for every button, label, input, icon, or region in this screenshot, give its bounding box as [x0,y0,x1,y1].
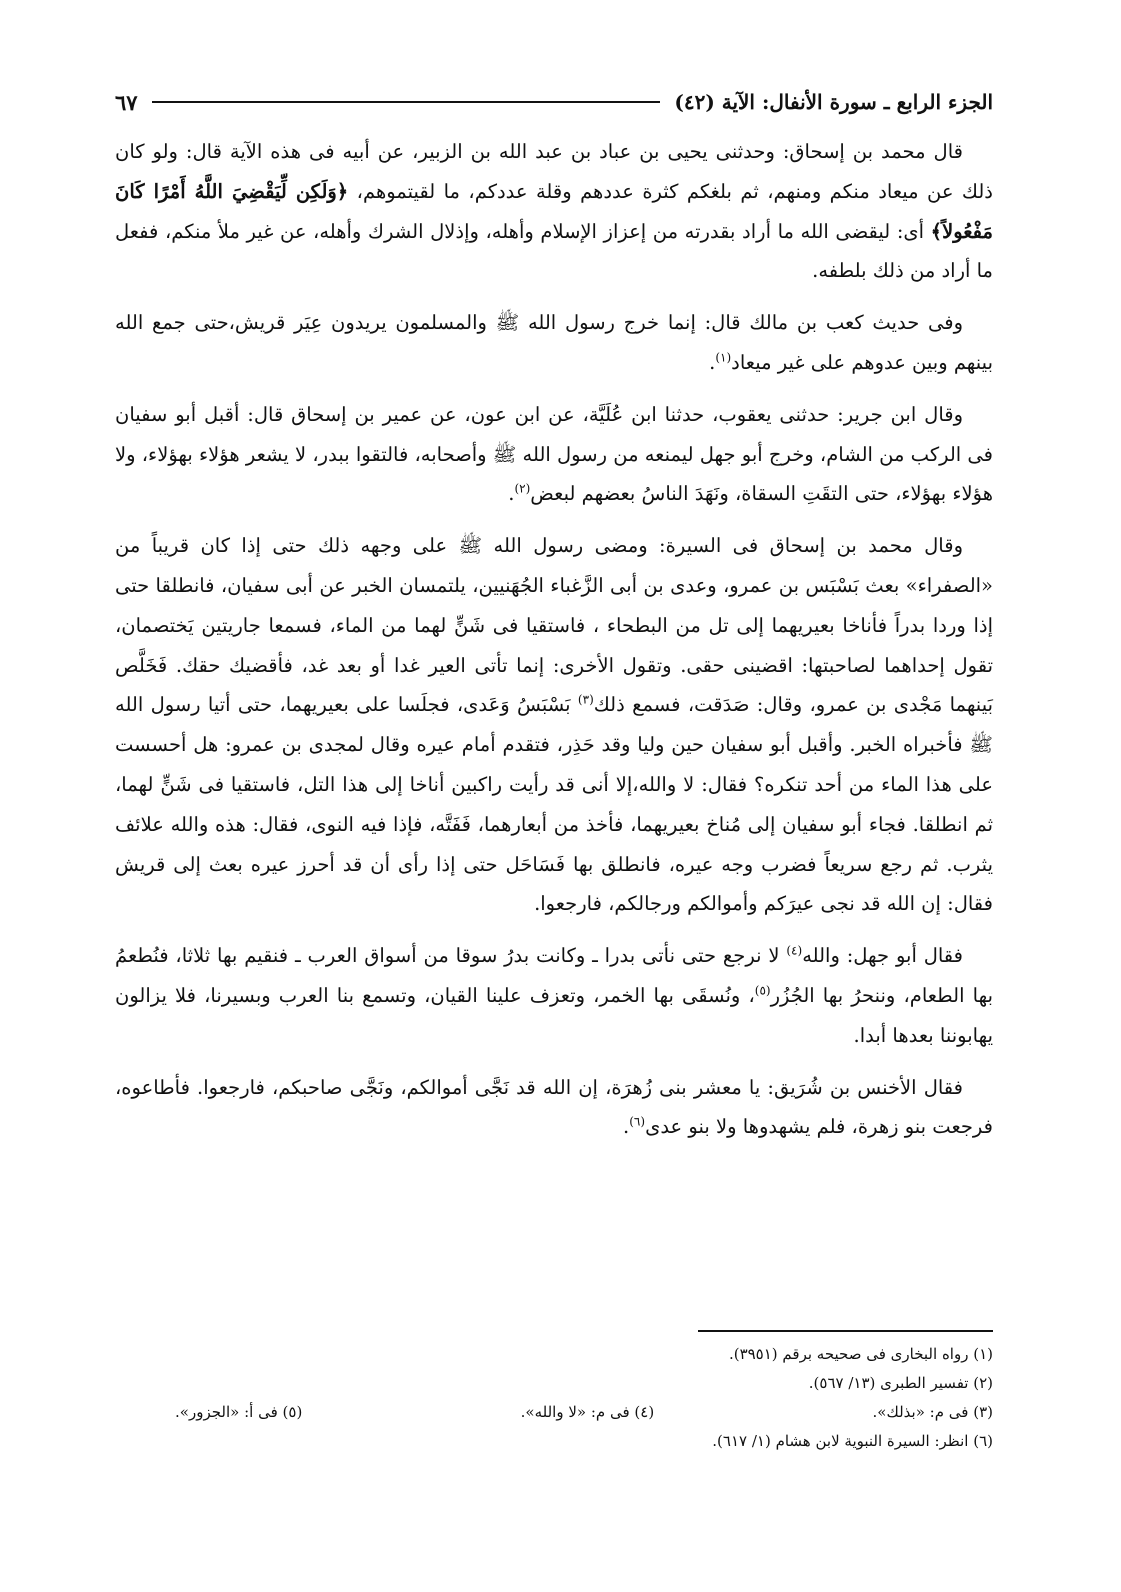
footnote-ref-5[interactable]: (٥) [754,983,771,998]
paragraph-2-end: . [709,350,716,374]
footnote-4-text: (٤) فى م: «لا والله». [520,1403,655,1421]
quran-verse: ﴿وَلَكِن لِّيَقْضِيَ اللَّهُ أَمْرًا كَانَ مَفْعُولاً﴾ [115,179,993,243]
footnote-separator [698,1330,993,1332]
paragraph-5-text-c: ، ونُسقَى بها الخمر، وتعزف علينا القيان، وتسمع بنا العرب وبسيرنا، فلا يزالون يهابوننا بعدها أبدا. [115,983,993,1047]
header-rule [152,101,661,103]
paragraph-6-end: . [623,1115,630,1139]
paragraph-2 [115,303,993,383]
paragraph-1 [115,132,993,291]
footnote-6 [115,1427,993,1456]
footnote-2-text: (٢) تفسير الطبرى (١٣/ ٥٦٧). [808,1374,993,1392]
header-title: الجزء الرابع ـ سورة الأنفال: الآية (٤٢) [674,90,993,114]
footnote-ref-1[interactable]: (١) [715,350,732,365]
footnote-ref-2[interactable]: (٢) [514,481,531,496]
footnote-3-text: (٣) فى م: «بذلك». [872,1403,993,1421]
paragraph-4-text-b: بَسْبَسُ وَعَدى، فجلَسا على بعيريهما، حتى أتيا رسول الله ﷺ فأخبراه الخبر. وأقبل أبو سفيان حين وليا وقد حَذِر، فتقدم أمام عيره وقال لمجدى بن عمرو: هل أحسست على هذا الماء من أحد تنكره؟ فقال: لا والله،إلا أنى قد رأيت راكبين أناخا إلى هذا التل، فاستقيا فى شَنٍّ لهما، ثم انطلقا. فجاء أبو سفيان إلى مُناخ بعيريهما، فأخذ من أبعارهما، فَفَتَّه، فإذا فيه النوى، فقال: هذه والله علائف يثرب. ثم رجع سريعاً فضرب وجه عيره، فانطلق بها فَسَاحَل حتى إذا رأى أن قد أحرز عيره بعث إلى قريش فقال: إن الله قد نجى عيرَكم وأموالكم ورجالكم، فارجعوا. [115,693,993,916]
paragraph-5 [115,936,993,1055]
paragraph-1-text-b: أى: ليقضى الله ما أراد بقدرته من إعزاز الإسلام وأهله، وإذلال الشرك وأهله، عن غير ملأ منكم، ففعل ما أراد من ذلك بلطفه. [115,219,993,283]
footnote-ref-4[interactable]: (٤) [786,943,803,958]
footnote-1 [115,1340,993,1369]
footnote-6-text: (٦) انظر: السيرة النبوية لابن هشام (١/ ٦١٧). [712,1432,993,1450]
paragraph-6-text: فقال الأخنس بن شُرَيق: يا معشر بنى زُهرَة، إن الله قد نَجَّى أموالكم، ونَجَّى صاحبكم، فارجعوا. فأطاعوه، فرجعت بنو زهرة، فلم يشهدوها ولا بنو عدى [115,1075,993,1139]
paragraph-3 [115,395,993,514]
running-header [115,82,993,122]
paragraph-1-text-a: قال محمد بن إسحاق: وحدثنى يحيى بن عباد بن عبد الله بن الزبير، عن أبيه فى هذه الآية قال: ولو كان ذلك عن ميعاد منكم ومنهم، ثم بلغكم كثرة عددهم وقلة عددكم، ما لقيتموهم، [115,140,993,203]
paragraph-3-text: وقال ابن جرير: حدثنى يعقوب، حدثنا ابن عُلَيَّة، عن ابن عون، عن عمير بن إسحاق قال: أقبل أبو سفيان فى الركب من الشام، وخرج أبو جهل ليمنعه من رسول الله ﷺ وأصحابه، فالتقوا ببدر، لا يشعر هؤلاء بهؤلاء، ولا هؤلاء بهؤلاء، حتى التقَتِ السقاة، ونَهَدَ الناسُ بعضهم لبعض [115,402,993,506]
footnotes [115,1340,993,1456]
main-text [115,132,993,1159]
paragraph-4-text-a: وقال محمد بن إسحاق فى السيرة: ومضى رسول الله ﷺ على وجهه ذلك حتى إذا كان قريباً من «الصفراء» بعث بَسْبَس بن عمرو، وعدى بن أبى الزَّغباء الجُهَنيين، يلتمسان الخبر عن أبى سفيان، فانطلقا حتى إذا وردا بدراً فأناخا بعيريهما إلى تل من البطحاء ، فاستقيا فى شَنٍّ لهما من الماء، فسمعا جاريتين يَختصمان، تقول إحداهما لصاحبتها: اقضينى حقى. وتقول الأخرى: إنما تأتى العير غدا أو بعد غد، فأقضيك حقك. فَخَلَّص بَينهما مَجْدى بن عمرو، وقال: صَدَقت، فسمع ذلك [115,534,994,717]
footnote-1-text: (١) رواه البخارى فى صحيحه برقم (٣٩٥١). [728,1345,993,1363]
footnote-ref-6[interactable]: (٦) [629,1114,646,1129]
paragraph-3-end: . [508,482,515,506]
page-number: ٦٧ [115,89,138,115]
paragraph-6 [115,1068,993,1148]
footnote-ref-3[interactable]: (٣) [577,692,594,707]
footnote-row-3-5 [115,1398,993,1427]
paragraph-2-text: وفى حديث كعب بن مالك قال: إنما خرج رسول الله ﷺ والمسلمون يريدون عِيَر قريش،حتى جمع الله بينهم وبين عدوهم على غير ميعاد [115,311,993,374]
paragraph-5-text-b: لا نرجع حتى نأتى بدرا ـ وكانت بدرُ سوقا من أسواق العرب ـ فنقيم بها ثلاثا، فنُطعمُ بها الطعام، وننحرُ بها الجُزُر [115,944,993,1007]
paragraph-5-text-a: فقال أبو جهل: والله [802,944,963,968]
footnote-2 [115,1369,993,1398]
footnote-5-text: (٥) فى أ: «الجزور». [175,1403,303,1421]
paragraph-4 [115,526,993,924]
